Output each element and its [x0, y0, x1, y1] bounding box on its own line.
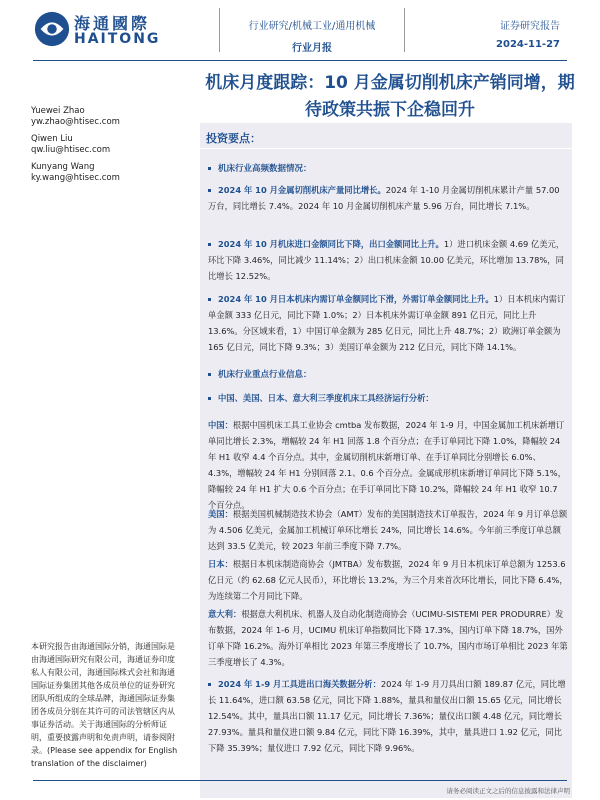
author-email[interactable]: yw.zhao@htisec.com — [31, 117, 120, 127]
footer-rule — [33, 780, 567, 781]
bullet-icon — [208, 397, 211, 400]
bullet-icon — [208, 243, 211, 246]
bullet-icon — [208, 683, 211, 686]
paragraph: 中国、美国、日本、意大利三季度机床工具经济运行分析： — [208, 390, 568, 406]
author-name: Yuewei Zhao — [31, 106, 85, 116]
report-type: 行业月报 — [292, 43, 332, 54]
paragraph-italy: 意大利：根据意大利机床、机器人及自动化制造商协会（UCIMU-SISTEMI PER PRODURRE）发布数据，2024 年 1-6 月，UCIMU 机床订单指数同比下降 17.3%，国内订单下降 18.7%，国外订单下降 16.2%。海外订单相比 2023 年第三季度增长了 10.7%，国内市场订单相比 2023 年第三季度增长了 4.3%。 — [208, 609, 568, 667]
bullet-icon — [208, 189, 211, 192]
author-block — [31, 134, 110, 156]
report-series: 证券研究报告 — [500, 21, 560, 32]
logo-chinese-name: 海通國際 — [74, 14, 151, 33]
summary-heading: 投资要点： — [206, 132, 261, 145]
paragraph: 2024 年 10 月日本机床内需订单金额同比下滑，外需订单金额同比上升。1）日本机床内需订单金额 333 亿日元，同比下降 1.0%；2）日本机床外需订单金额 891 亿日元，同比上升 13.6%。分区域来看，1）中国订单金额为 285 亿日元，同比上升 48.7%；2）欧洲订单金额为 165 亿日元，同比下降 9.3%；3）美国订单金额为 212 亿日元，同比下降 14.1%。 — [208, 294, 566, 352]
header-rule — [33, 60, 567, 61]
breadcrumb: 行业研究/机械工业/通用机械 — [248, 21, 376, 32]
disclaimer: 本研究报告由海通国际分销，海通国际是由海通国际研究有限公司，海通证券印度私人有限公司，海通国际株式会社和海通国际证券集团其他各成员单位的证券研究团队所组成的全球品牌，海通国际证券集团各成员分别在其许可的司法管辖区内从事证券活动。关于海通国际的分析师证明，重要披露声明和免责声明，请参阅附录。(Please see appendix for English translation of the disclaimer) — [31, 642, 178, 768]
bullet-icon — [208, 373, 211, 376]
report-date: 2024-11-27 — [496, 39, 560, 50]
author-email[interactable]: ky.wang@htisec.com — [31, 173, 120, 183]
logo-english-name: HAITONG — [74, 31, 161, 47]
report-title: 机床月度跟踪：10 月金属切削机床产销同增，期待政策共振下企稳回升 — [205, 73, 575, 120]
author-email[interactable]: qw.liu@htisec.com — [31, 145, 111, 155]
paragraph-china: 中国：根据中国机床工具工业协会 cmtba 发布数据，2024 年 1-9 月，中国金属加工机床新增订单同比增长 2.3%，增幅较 24 年 H1 回落 1.8 个百分点；在手订单同比下降 1.0%，降幅较 24 年 H1 收窄 4.4 个百分点。其中，金属切削机床新增订单、在手订单同比分别增长 6.0%、4.3%，增幅较 24 年 H1 分别回落 2.1、0.6 个百分点。金属成形机床新增订单同比下降 5.1%，降幅较 24 年 H1 扩大 0.6 个百分点；在手订单同比下降 10.2%，降幅较 24 年 H1 收窄 10.7 个百分点。 — [208, 420, 566, 510]
bullet-icon — [208, 298, 211, 301]
bullet-icon — [208, 167, 211, 170]
haitong-logo-icon — [33, 10, 71, 48]
author-block — [31, 162, 120, 184]
author-name: Kunyang Wang — [31, 162, 95, 172]
paragraph-us: 美国：根据美国机械制造技术协会（AMT）发布的美国制造技术订单报告，2024 年 9 月订单总额为 4.506 亿美元，金属加工机械订单环比增长 24%，同比增长 14.6%。今年前三季度订单总额达到 33.5 亿美元，较 2023 年前三季度下降 7.7%。 — [208, 509, 568, 551]
footer-note: 请务必阅读正文之后的信息披露和法律声明 — [446, 787, 570, 795]
header-divider — [404, 8, 405, 52]
section-heading: 机床行业重点行业信息： — [208, 366, 568, 383]
header-divider — [219, 8, 220, 52]
author-block — [31, 106, 120, 128]
section-heading: 机床行业高频数据情况： — [208, 160, 568, 177]
author-name: Qiwen Liu — [31, 134, 73, 144]
paragraph-japan: 日本：根据日本机床制造商协会（JMTBA）发布数据，2024 年 9 月日本机床订单总额为 1253.6 亿日元（约 62.68 亿元人民币），环比增长 13.2%，为三个月来首次环比增长，同比下降 6.4%，为连续第二个月同比下降。 — [208, 559, 568, 601]
paragraph: 2024 年 1-9 月工具进出口海关数据分析：2024 年 1-9 月刀具出口额 189.87 亿元，同比增长 11.64%，进口额 63.58 亿元，同比下降 1.88%，量具和量仪出口额 15.65 亿元，同比增长 12.54%。其中，量具出口额 11.17 亿元，同比增长 7.36%；量仪出口额 4.48 亿元，同比增长 27.93%。量具和量仪进口额 9.84 亿元，同比下降 16.39%，其中，量具进口 1.92 亿元，同比下降 35.39%；量仪进口 7.92 亿元，同比下降 9.96%。 — [208, 679, 566, 753]
summary-rule — [200, 148, 572, 149]
paragraph: 2024 年 10 月机床进口金额同比下降，出口金额同比上升。1）进口机床金额 4.69 亿美元，环比下降 3.46%，同比减少 11.14%；2）出口机床金额 10.00 亿美元，环比增加 13.78%，同比增长 12.52%。 — [208, 239, 565, 281]
paragraph: 2024 年 10 月金属切削机床产量同比增长。2024 年 1-10 月金属切削机床累计产量 57.00 万台，同比增长 7.4%。2024 年 10 月金属切削机床产量 5.96 万台，同比增长 7.1%。 — [208, 185, 560, 211]
